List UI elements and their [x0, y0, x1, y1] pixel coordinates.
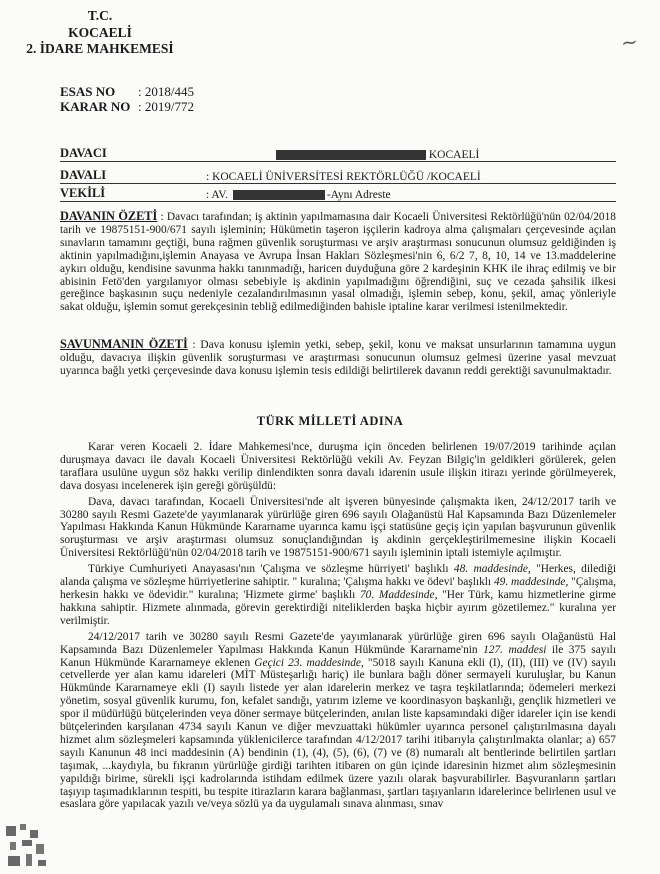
paragraph-4-part-c: ile 375 sayılı Kanun Hükmünde Kararnameye eklenen: [60, 643, 616, 669]
case-numbers: [60, 84, 194, 114]
paragraph-4-temporary-article-23: Geçici 23. maddesinde: [254, 656, 361, 669]
qr-code-icon: [4, 820, 50, 870]
paragraph-3-article-70: 70. Maddesinde: [359, 588, 435, 601]
paragraph-3-article-48: 48. maddesinde: [453, 563, 528, 576]
karar-value: : 2019/772: [138, 99, 194, 114]
court-header-line2: KOCAELİ: [68, 24, 132, 40]
paragraph-2: Dava, davacı tarafından, Kocaeli Üniversitesi'nde alt işveren bünyesinde çalışmakta iken, 24/12/2017 tarih ve 30280 sayılı Resmi Gazete'de yayımlanarak yürürlüğe giren 696 sayılı Olağanüstü Hal Kapsamında Bazı Düzenlemeler Yapılması Hakkında Kanun Hükmünde Kararname uyarınca kamu işçi statüsüne geçiş için yapılan başvurunun güvenlik soruşturması ve arşiv araştırması olumsuz sonuçlandığından iş akdinin gerçekleştirilmemesine ilişkin Kocaeli Üniversitesi Rektörlüğü'nün 02/04/2018 tarih ve 19875151-900/671 sayılı işleminin iptali istemiyle açılmıştır.: [60, 495, 616, 560]
section-heading: TÜRK MİLLETİ ADINA: [256, 414, 404, 428]
court-header-line1: T.C.: [87, 8, 113, 23]
davaci-value: [276, 149, 479, 161]
vekili-underline: [60, 201, 616, 202]
davanin-ozeti-section: [60, 210, 616, 314]
court-header: [0, 8, 200, 58]
karar-label: KARAR NO: [60, 99, 131, 114]
paragraph-3-part-g: , "Her Türk, kamu hizmetlerine girme hakkına sahiptir. Hizmete alınmada, görevin gerektirdiği niteliklerden başka hiçbir ayırım gözetilemez." kuralına yer verilmiştir.: [60, 588, 616, 627]
vekili-prefix: : AV.: [206, 189, 228, 201]
paragraph-4-part-a: 24/12/2017 tarih ve 30280 sayılı Resmi Gazete'de yayımlanarak yürürlüğe giren 696 sayılı Olağanüstü Hal Kapsamında Bazı Düzenlemeler Yapılması Hakkında Kanun Hükmünde Kararname'nin: [60, 630, 616, 656]
handwritten-mark-icon: ~: [619, 28, 640, 56]
savunmanin-ozeti-text: : Dava konusu işlemin yetki, sebep, şekil, konu ve maksat unsurlarının tamamına uygun olduğu, davacıya ilişkin güvenlik soruşturması ve araştırması sonucunun olumsuz gelmesi üzerine yasal mevzuat uyarınca bağlı yetki çerçevesinde dava konusu işlemin tesis edildiği belirtilerek davanın reddi gerektiği savunulmaktadır.: [60, 339, 616, 377]
davaci-city: KOCAELİ: [428, 149, 480, 161]
paragraph-4-part-e: , "5018 sayılı Kanuna ekli (I), (II), (III) ve (IV) sayılı cetvellerde yer alan kamu idareleri (MİT Müsteşarlığı hariç) ile bunlara bağlı döner sermayeli kuruluşlar, bu Kanun Hükmünde Kararnameye ekli (I) sayılı listede yer alan idarelerin merkez ve taşra teşkilatlarında; ödemeleri merkezi yönetim, sosyal güvenlik kurumu, fon, kefalet sandığı, yatırım izleme ve koordinasyon başkanlığı, gençlik hizmetleri ve spor il müdürlüğü bütçelerinden veya döner sermaye bütçelerinden, anılan liste kapsamındaki diğer idareler için ise kendi bütçelerinden karşılanan 4734 sayılı Kanun ve diğer mevzuattaki hükümler uyarınca personel çalıştırılmasına dayalı hizmet alım sözleşmeleri kapsamında yüklenicilerce tarafından 4/12/2017 tarihi itibarıyla çalıştırılmakta olanlar; a) 657 sayılı Kanunun 48 inci maddesinin (A) bendinin (1), (4), (5), (6), (7) ve (8) numaralı alt bentlerinde belirtilen şartları taşımak, ...kaydıyla, bu fıkranın yürürlüğe girdiği tarihten itibaren on gün içinde idaresinin hizmet alım sözleşmesinin yapıldığı birime, sürekli işçi kadrolarında istihdam edilmek üzere yazılı olarak başvurabilirler. Başvuranların şartları taşıyıp taşımadıklarının tespiti, bu tespite itirazların karara bağlanması, şartları taşıyanların idarelerince belirlenen usul ve esaslara göre yapılacak yazılı ve/veya sözlü ya da uygulamalı sınava alınması, sınav: [60, 656, 617, 811]
davanin-ozeti-label: DAVANIN ÖZETİ: [60, 209, 158, 223]
paragraph-4: [60, 631, 616, 812]
vekili-suffix: -Aynı Adreste: [326, 189, 391, 201]
paragraph-1: Karar veren Kocaeli 2. İdare Mahkemesi'nce, duruşma için önceden belirlenen 19/07/2019 tarihinde açılan duruşmaya davacı ile davalı Kocaeli Üniversitesi Rektörlüğü vekili Av. Feyzan Bilgiç'in geldikleri görülerek, gelen taraflara usulüne uygun söz hakkı verilip dinlendikten sonra davalı idarenin usule ilişkin itirazı yerinde görülmeyerek, dava dosyası incelenerek işin gereği görüşüldü:: [60, 441, 616, 492]
parties-block: [60, 142, 616, 202]
davali-value: : KOCAELİ ÜNİVERSİTESİ REKTÖRLÜĞÜ /KOCAELİ: [206, 171, 481, 183]
vekili-value: [206, 189, 391, 201]
davali-label: DAVALI: [60, 168, 107, 182]
vekili-label: VEKİLİ: [60, 186, 106, 200]
davaci-row: [60, 142, 616, 162]
paragraph-4-article-127: 127. maddesi: [483, 643, 547, 656]
paragraph-3-part-a: Türkiye Cumhuriyeti Anayasası'nın 'Çalışma ve sözleşme hürriyeti' başlıklı: [88, 563, 454, 576]
esas-label: ESAS NO: [60, 84, 116, 99]
davaci-label: DAVACI: [60, 146, 107, 160]
court-header-line3: 2. İDARE MAHKEMESİ: [26, 41, 174, 56]
davali-row: [60, 162, 616, 184]
savunmanin-ozeti-label: SAVUNMANIN ÖZETİ: [60, 337, 188, 351]
esas-value: : 2018/445: [138, 84, 194, 99]
vekili-row: [60, 184, 616, 202]
redaction-bar: [233, 190, 325, 200]
savunmanin-ozeti-section: [60, 338, 616, 378]
davanin-ozeti-text: : Davacı tarafından; iş aktinin yapılmamasına dair Kocaeli Üniversitesi Rektörlüğü'nün 02/04/2018 tarih ve 19875151-900/671 sayılı işleminin; Hükümetin taşeron işçilerin kadroya alma çalışmaları çerçevesinde açılan sınavların tamamını geçtiği, buna rağmen güvenlik soruşturması ve arşiv araştırması sonucunun olumsuz geldiğinden iş aktinin yapılmadığını,işlemin Anayasa ve Avrupa İnsan Hakları Sözleşmesi'nin 6, 6/2 7, 8, 10, 14 ve 13.maddelerine aykırı olduğu, kendisine savunma hakkı tanınmadığı, haricen duyduğuna göre 2 kardeşinin KHK ile ihraç edilmiş ve bir abisinin Fetö'den yargılanıyor olması sebebiyle iş akdinin yapılmadığını öğrendiğini, suç ve cezada şahsilik ilkesi gereğince başkasının suçu nedeniyle cezalandırılmasının yasal olmadığı, işlemin sebep, konu, şekil, amaç yönleriyle sakat olduğu, işlemin somut gerekçesinin tebliğ edilmediğinden bahisle iptaline karar verilmesi istenilmektedir.: [60, 211, 616, 314]
paragraph-3-part-c: , "Herkes, dilediği alanda çalışma ve sözleşme hürriyetlerine sahiptir. " kuralına; 'Çalışma hakkı ve ödevi' başlıklı: [60, 563, 616, 589]
paragraph-3-part-e: , "Çalışma, herkesin hakkı ve ödevidir." kuralına; 'Hizmete girme' başlıklı: [60, 576, 616, 601]
decision-body: [60, 441, 616, 814]
redaction-bar: [276, 150, 426, 160]
karar-row: [60, 99, 194, 114]
esas-row: [60, 84, 194, 99]
paragraph-3-article-49: 49. maddesinde: [493, 576, 566, 589]
paragraph-3: [60, 563, 616, 628]
